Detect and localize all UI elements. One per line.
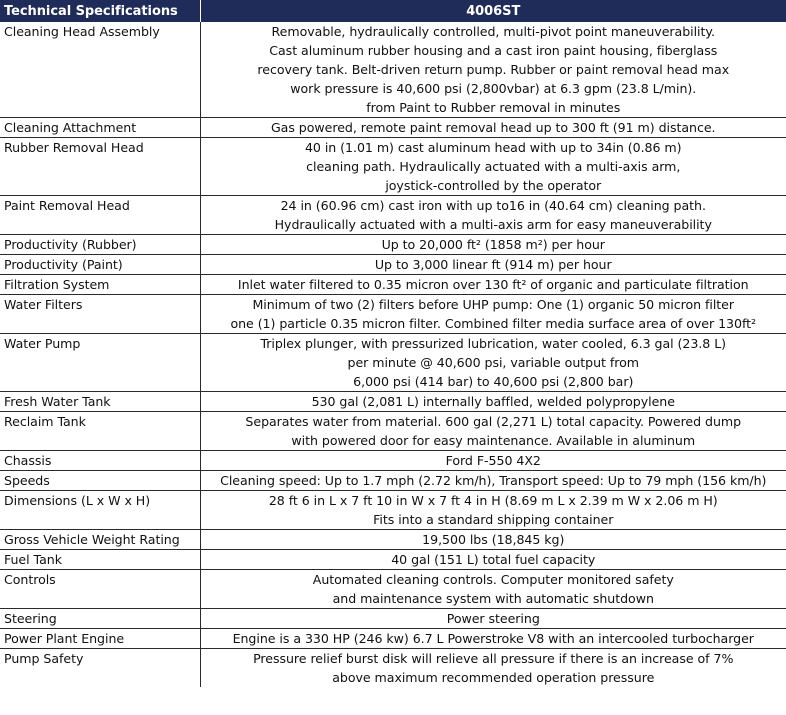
- table-header-row: [0, 0, 786, 22]
- table-row: [0, 118, 786, 138]
- spec-label: Water Filters: [0, 295, 200, 334]
- spec-label: Speeds: [0, 471, 200, 491]
- table-row: [0, 138, 786, 196]
- spec-label: Chassis: [0, 451, 200, 471]
- table-row: [0, 471, 786, 491]
- table-row: [0, 530, 786, 550]
- spec-value: 40 gal (151 L) total fuel capacity: [200, 550, 786, 570]
- table-row: [0, 255, 786, 275]
- table-row: [0, 629, 786, 649]
- spec-label: Gross Vehicle Weight Rating: [0, 530, 200, 550]
- table-row: [0, 275, 786, 295]
- spec-value: 40 in (1.01 m) cast aluminum head with up to 34in (0.86 m) cleaning path. Hydraulically actuated with a multi-axis arm, joystick-controlled by the operator: [200, 138, 786, 196]
- spec-value: 24 in (60.96 cm) cast iron with up to16 in (40.64 cm) cleaning path. Hydraulically actuated with a multi-axis arm for easy maneuverability: [200, 196, 786, 235]
- spec-value: Minimum of two (2) filters before UHP pump: One (1) organic 50 micron filter one (1) particle 0.35 micron filter. Combined filter media surface area of over 130ft²: [200, 295, 786, 334]
- spec-label: Pump Safety: [0, 649, 200, 688]
- table-row: [0, 451, 786, 471]
- table-row: [0, 295, 786, 334]
- spec-label: Cleaning Head Assembly: [0, 22, 200, 118]
- spec-label: Fresh Water Tank: [0, 392, 200, 412]
- spec-label: Controls: [0, 570, 200, 609]
- spec-value: Engine is a 330 HP (246 kw) 6.7 L Powerstroke V8 with an intercooled turbocharger: [200, 629, 786, 649]
- spec-label: Cleaning Attachment: [0, 118, 200, 138]
- header-model: 4006ST: [200, 0, 786, 22]
- table-body: [0, 22, 786, 687]
- spec-value: Pressure relief burst disk will relieve all pressure if there is an increase of 7% above maximum recommended operation pressure: [253, 651, 734, 685]
- spec-value: Cleaning speed: Up to 1.7 mph (2.72 km/h), Transport speed: Up to 79 mph (156 km/h): [200, 471, 786, 491]
- spec-value: 530 gal (2,081 L) internally baffled, welded polypropylene: [200, 392, 786, 412]
- spec-value: Up to 20,000 ft² (1858 m²) per hour: [200, 235, 786, 255]
- spec-value: Automated cleaning controls. Computer monitored safety and maintenance system with automatic shutdown: [200, 570, 786, 609]
- spec-label: Reclaim Tank: [0, 412, 200, 451]
- table-row: [0, 491, 786, 530]
- table-row: [0, 609, 786, 629]
- spec-value: Inlet water filtered to 0.35 micron over 130 ft² of organic and particulate filtration: [200, 275, 786, 295]
- header-technical-specifications: Technical Specifications: [0, 0, 200, 22]
- table-row: [0, 550, 786, 570]
- spec-value: Power steering: [200, 609, 786, 629]
- table-row: [0, 649, 786, 688]
- table-row: [0, 235, 786, 255]
- table-row: [0, 412, 786, 451]
- spec-label: Water Pump: [0, 334, 200, 392]
- spec-label: Steering: [0, 609, 200, 629]
- spec-value: Ford F-550 4X2: [200, 451, 786, 471]
- spec-label: Rubber Removal Head: [0, 138, 200, 196]
- spec-label: Productivity (Rubber): [0, 235, 200, 255]
- spec-value: Removable, hydraulically controlled, multi-pivot point maneuverability. Cast aluminum rubber housing and a cast iron paint housing, fiberglass recovery tank. Belt-driven return pump. Rubber or paint removal head max work pressure is 40,600 psi (2,800vbar) at 6.3 gpm (23.8 L/min). from Paint to Rubber removal in minutes: [200, 22, 786, 118]
- spec-value: 19,500 lbs (18,845 kg): [200, 530, 786, 550]
- spec-label: Productivity (Paint): [0, 255, 200, 275]
- spec-value: Triplex plunger, with pressurized lubrication, water cooled, 6.3 gal (23.8 L) per minute @ 40,600 psi, variable output from 6,000 psi (414 bar) to 40,600 psi (2,800 bar): [200, 334, 786, 392]
- spec-label: Fuel Tank: [0, 550, 200, 570]
- spec-value: 28 ft 6 in L x 7 ft 10 in W x 7 ft 4 in H (8.69 m L x 2.39 m W x 2.06 m H) Fits into a standard shipping container: [200, 491, 786, 530]
- table-row: [0, 196, 786, 235]
- spec-label: Filtration System: [0, 275, 200, 295]
- spec-label: Paint Removal Head: [0, 196, 200, 235]
- table-row: [0, 392, 786, 412]
- spec-label: Power Plant Engine: [0, 629, 200, 649]
- spec-value: Separates water from material. 600 gal (2,271 L) total capacity. Powered dump with powered door for easy maintenance. Available in aluminum: [200, 412, 786, 451]
- spec-value: Gas powered, remote paint removal head up to 300 ft (91 m) distance.: [200, 118, 786, 138]
- spec-value: Up to 3,000 linear ft (914 m) per hour: [200, 255, 786, 275]
- table-row: [0, 22, 786, 118]
- spec-label: Dimensions (L x W x H): [0, 491, 200, 530]
- table-row: [0, 334, 786, 392]
- table-row: [0, 570, 786, 609]
